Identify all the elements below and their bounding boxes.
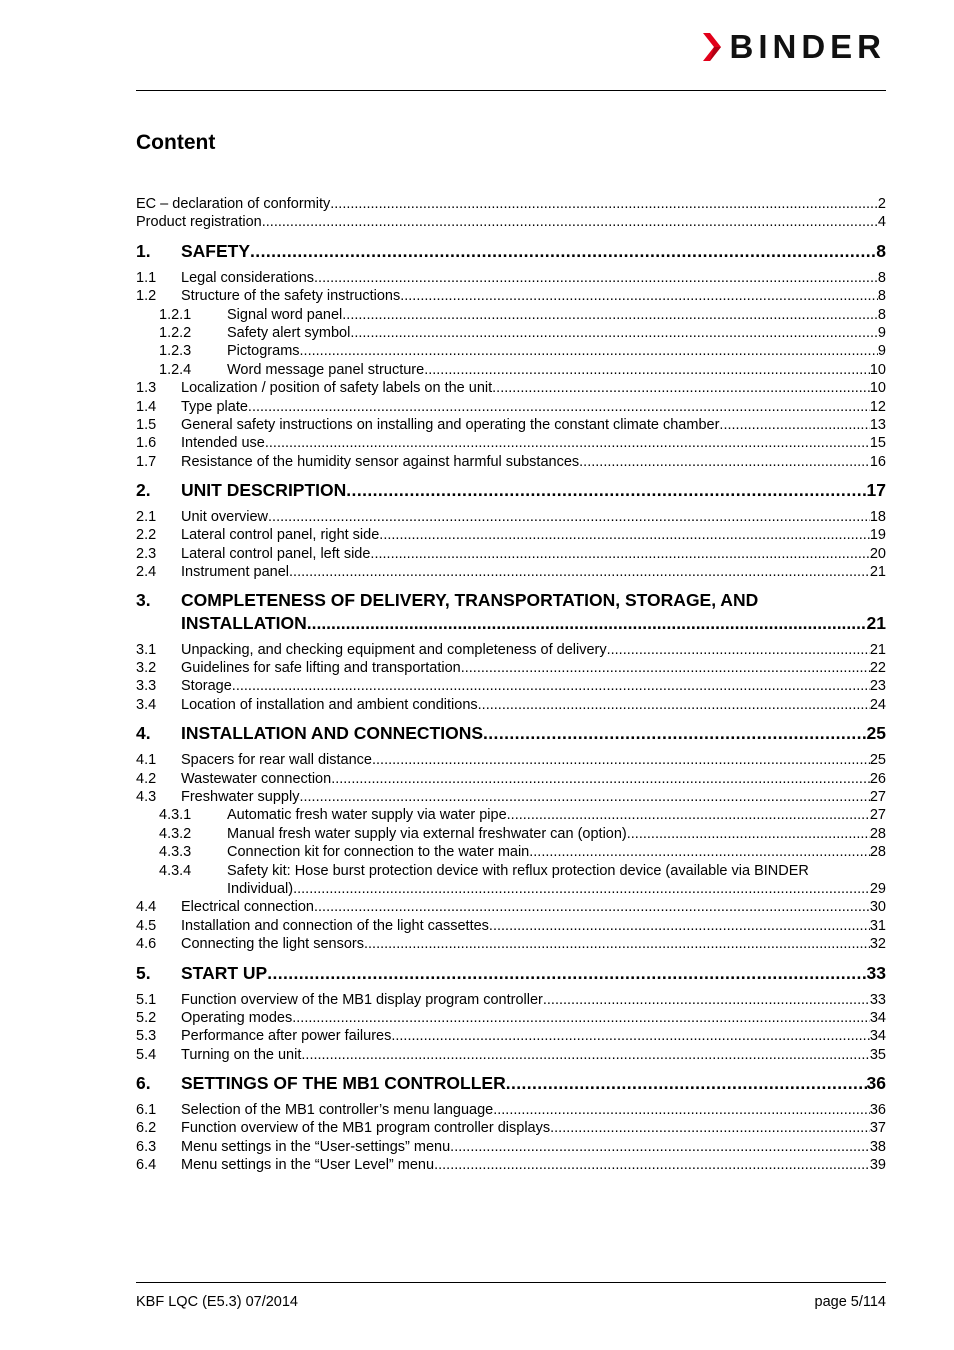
toc-dot-leader — [300, 342, 878, 360]
toc-dot-leader — [289, 563, 870, 581]
toc-entry-page: 10 — [869, 361, 886, 378]
toc-entry-page: 32 — [869, 936, 886, 953]
toc-chapter-entry — [136, 961, 886, 985]
toc-entry-number: 6.1 — [136, 1102, 157, 1119]
toc-entry-text — [181, 991, 870, 1009]
toc-entry-page: 23 — [869, 678, 886, 695]
toc-entry — [136, 306, 886, 324]
toc-dot-leader — [483, 721, 867, 745]
toc-dot-leader — [719, 416, 869, 434]
toc-dot-leader — [314, 269, 878, 287]
toc-entry-page: 12 — [869, 398, 886, 415]
toc-entry — [136, 917, 886, 935]
toc-entry-text — [181, 677, 870, 695]
toc-entry — [136, 434, 886, 452]
toc-entry-title: SAFETY — [181, 240, 251, 261]
toc-entry-title: Lateral control panel, left side — [181, 545, 371, 562]
toc-dot-leader — [400, 287, 878, 305]
toc-entry-title: Wastewater connection — [181, 770, 332, 787]
toc-entry-number: 2. — [136, 480, 151, 501]
toc-dot-leader — [268, 508, 870, 526]
toc-entry-text — [136, 195, 878, 213]
toc-entry-number: 1.2.1 — [159, 306, 192, 323]
toc-entry-page: 22 — [869, 660, 886, 677]
toc-entry-text — [181, 563, 870, 581]
toc-entry-text — [181, 379, 870, 397]
toc-entry-title: Menu settings in the “User Level” menu — [181, 1157, 435, 1174]
toc-dot-leader — [292, 1009, 870, 1027]
toc-entry-page: 9 — [877, 324, 886, 341]
toc-dot-leader — [478, 696, 870, 714]
toc-entry-title: Selection of the MB1 controller’s menu language — [181, 1102, 494, 1119]
toc-entry-title: Location of installation and ambient conditions — [181, 696, 478, 713]
toc-entry-page: 39 — [869, 1157, 886, 1174]
toc-entry-text — [227, 880, 870, 898]
toc-entry-title: Lateral control panel, right side — [181, 527, 380, 544]
toc-entry-text — [181, 917, 870, 935]
toc-entry-page: 8 — [877, 288, 886, 305]
toc-entry-title: Safety kit: Hose burst protection device with reflux protection device (available via BINDER — [227, 862, 809, 879]
toc-entry-number: 1.2 — [136, 288, 157, 305]
toc-dot-leader — [607, 641, 870, 659]
toc-entry-number: 3.4 — [136, 696, 157, 713]
toc-entry — [136, 659, 886, 677]
toc-entry-title: Function overview of the MB1 display program controller — [181, 991, 543, 1008]
toc-entry-title: Connecting the light sensors — [181, 936, 364, 953]
logo-text: BINDER — [729, 28, 886, 65]
toc-entry-title: Legal considerations — [181, 269, 315, 286]
toc-entry-text — [181, 1027, 870, 1045]
toc-entry-page: 21 — [869, 564, 886, 581]
toc-entry — [136, 677, 886, 695]
toc-entry-number: 5.2 — [136, 1009, 157, 1026]
toc-entry-page: 31 — [869, 917, 886, 934]
toc-dot-leader — [342, 306, 878, 324]
toc-entry-number: 5.1 — [136, 991, 157, 1008]
toc-entry-text — [136, 213, 878, 231]
toc-entry-number: 1. — [136, 240, 151, 261]
toc-entry-page: 13 — [869, 416, 886, 433]
toc-entry-number: 4.3.4 — [159, 862, 192, 879]
toc-chapter-line — [136, 612, 886, 635]
toc-entry-number: 5. — [136, 962, 151, 983]
toc-entry-title: Installation and connection of the light cassettes — [181, 917, 489, 934]
footer-page-number: page 5/114 — [814, 1294, 886, 1310]
toc-dot-leader — [379, 526, 870, 544]
toc-dot-leader — [506, 1071, 867, 1095]
toc-entry-text — [227, 324, 878, 342]
toc-dot-leader — [267, 961, 866, 985]
toc-entry-number: 1.2.3 — [159, 343, 192, 360]
toc-entry — [136, 342, 886, 360]
toc-entry — [136, 1156, 886, 1174]
toc-entry-text — [181, 641, 870, 659]
toc-entry-title: Operating modes — [181, 1009, 293, 1026]
toc-entry-page: 36 — [866, 1073, 886, 1094]
toc-entry-number: 2.1 — [136, 509, 157, 526]
toc-dot-leader — [331, 770, 870, 788]
toc-entry-text — [227, 843, 870, 861]
toc-entry-number: 5.3 — [136, 1028, 157, 1045]
toc-entry-page: 21 — [869, 641, 886, 658]
toc-entry-title: Product registration — [136, 214, 262, 231]
toc-dot-leader — [543, 991, 870, 1009]
toc-entry-title: Menu settings in the “User-settings” menu — [181, 1138, 451, 1155]
toc-dot-leader — [507, 806, 870, 824]
toc-entry-page: 25 — [869, 752, 886, 769]
toc-entry-title: Guidelines for safe lifting and transportation — [181, 660, 461, 677]
toc-entry-title: START UP — [181, 962, 268, 983]
toc-entry-text — [227, 361, 870, 379]
toc-entry-page: 34 — [869, 1028, 886, 1045]
toc-dot-leader — [627, 825, 870, 843]
toc-entry-page: 33 — [866, 962, 886, 983]
toc-entry-number: 6.2 — [136, 1120, 157, 1137]
toc-entry — [136, 1009, 886, 1027]
toc-dot-leader — [424, 361, 870, 379]
toc-entry-number: 3.3 — [136, 678, 157, 695]
toc-entry-text — [181, 453, 870, 471]
toc-entry-text — [181, 1009, 870, 1027]
toc-entry-number: 4.3.1 — [159, 807, 192, 824]
toc-entry-title: Electrical connection — [181, 899, 314, 916]
toc-dot-leader — [293, 880, 870, 898]
toc-entry — [136, 361, 886, 379]
toc-entry-text — [181, 659, 870, 677]
toc-entry-text — [227, 806, 870, 824]
toc-dot-leader — [461, 659, 870, 677]
toc-dot-leader — [262, 213, 878, 231]
toc-chapter-entry — [136, 478, 886, 502]
toc-entry-page: 34 — [869, 1009, 886, 1026]
toc-entry — [136, 287, 886, 305]
toc-entry — [136, 269, 886, 287]
toc-entry-text — [181, 398, 870, 416]
toc-entry-text — [181, 961, 867, 985]
toc-entry-text — [181, 287, 878, 305]
toc-entry-title: General safety instructions on installing and operating the constant climate chamber — [181, 416, 720, 433]
toc-entry-number: 1.2.2 — [159, 324, 192, 341]
toc-entry-title: Type plate — [181, 398, 248, 415]
toc-entry-page: 24 — [869, 696, 886, 713]
toc-dot-leader — [579, 453, 870, 471]
toc-dot-leader — [372, 751, 870, 769]
toc-entry — [136, 935, 886, 953]
toc-entry — [136, 825, 886, 843]
toc-chapter-line — [136, 589, 886, 612]
toc-entry-text — [181, 751, 870, 769]
toc-entry-page: 2 — [877, 196, 886, 212]
toc-entry — [136, 453, 886, 471]
toc-entry-text — [181, 1138, 870, 1156]
toc-entry-number: 4.2 — [136, 770, 157, 787]
toc-entry-number: 6. — [136, 1073, 151, 1094]
toc-entry-title: Storage — [181, 678, 232, 695]
toc-entry-number: 4.3 — [136, 788, 157, 805]
toc-entry — [136, 398, 886, 416]
toc-entry-page: 37 — [869, 1120, 886, 1137]
toc-entry-page: 8 — [876, 240, 886, 261]
toc-entry-text — [181, 721, 867, 745]
toc-entry-text — [227, 306, 878, 324]
toc-entry — [136, 1138, 886, 1156]
toc-entry-page: 17 — [866, 480, 886, 501]
toc-entry-title: UNIT DESCRIPTION — [181, 480, 347, 501]
toc-entry-number: 2.2 — [136, 527, 157, 544]
toc-entry — [136, 806, 886, 824]
toc-entry-title-continued: Individual) — [227, 880, 294, 897]
toc-entry-title: Function overview of the MB1 program controller displays — [181, 1120, 551, 1137]
toc-entry-text — [181, 1156, 870, 1174]
toc-entry — [136, 751, 886, 769]
toc-dot-leader — [450, 1138, 870, 1156]
toc-entry-number: 1.5 — [136, 416, 157, 433]
toc-entry — [136, 641, 886, 659]
toc-entry-text — [227, 825, 870, 843]
toc-dot-leader — [299, 788, 869, 806]
toc-entry-title: Automatic fresh water supply via water pipe — [227, 807, 507, 824]
toc-entry — [136, 1119, 886, 1137]
toc-entry-text — [181, 696, 870, 714]
toc-entry-number: 5.4 — [136, 1046, 157, 1063]
toc-entry-page: 27 — [869, 807, 886, 824]
toc-entry-page: 4 — [877, 214, 886, 231]
toc-entry-number: 4.3.3 — [159, 844, 192, 861]
toc-entry-page: 28 — [869, 825, 886, 842]
toc-dot-leader — [232, 677, 870, 695]
toc-entry — [136, 696, 886, 714]
toc-dot-leader — [529, 843, 870, 861]
toc-entry-number: 6.3 — [136, 1138, 157, 1155]
toc-entry-title: Word message panel structure — [227, 361, 425, 378]
toc-entry-number: 3. — [136, 589, 151, 610]
toc-chapter-entry — [136, 721, 886, 745]
toc-entry-page: 35 — [869, 1046, 886, 1063]
toc-entry-title: Pictograms — [227, 343, 300, 360]
toc-dot-leader — [370, 545, 869, 563]
toc-entry — [136, 991, 886, 1009]
toc-entry — [136, 862, 886, 899]
toc-entry-text — [181, 526, 870, 544]
toc-entry-page: 15 — [869, 435, 886, 452]
toc-entry-text — [181, 1119, 870, 1137]
toc-entry-text — [181, 478, 867, 502]
toc-entry-text — [181, 434, 870, 452]
toc-entry-title: Unit overview — [181, 509, 269, 526]
toc-entry-number: 4.3.2 — [159, 825, 192, 842]
toc-entry — [136, 213, 886, 231]
toc-entry-page: 16 — [869, 453, 886, 470]
toc-dot-leader — [391, 1027, 870, 1045]
toc-entry-title: Unpacking, and checking equipment and completeness of delivery — [181, 641, 607, 658]
toc-entry — [136, 788, 886, 806]
toc-entry-number: 4.5 — [136, 917, 157, 934]
toc-entry-title: Performance after power failures — [181, 1028, 392, 1045]
toc-entry-text — [181, 770, 870, 788]
toc-entry-number: 4. — [136, 723, 151, 744]
toc-dot-leader — [492, 379, 870, 397]
header-rule — [136, 90, 886, 91]
toc-entry-text — [181, 239, 876, 263]
toc-entry — [136, 843, 886, 861]
toc-entry — [136, 324, 886, 342]
toc-entry-text — [181, 1101, 870, 1119]
toc-chapter-entry — [136, 589, 886, 635]
toc-entry-title: Instrument panel — [181, 564, 290, 581]
toc-entry-title: COMPLETENESS OF DELIVERY, TRANSPORTATION, STORAGE, AND — [181, 589, 759, 610]
toc-entry-number: 4.1 — [136, 752, 157, 769]
toc-dot-leader — [307, 612, 867, 635]
toc-entry-text — [181, 416, 870, 434]
toc-entry-text — [181, 1071, 867, 1095]
toc-entry-page: 19 — [869, 527, 886, 544]
toc-entry — [136, 1027, 886, 1045]
toc-entry-page: 8 — [877, 306, 886, 323]
toc-entry-number: 4.6 — [136, 936, 157, 953]
toc-entry-title: Localization / position of safety labels on the unit — [181, 380, 493, 397]
table-of-contents — [136, 195, 886, 1175]
toc-entry — [136, 1046, 886, 1064]
toc-entry-number: 6.4 — [136, 1157, 157, 1174]
toc-entry-page: 29 — [869, 880, 886, 897]
toc-chapter-entry — [136, 1071, 886, 1095]
toc-entry — [136, 563, 886, 581]
toc-entry-number: 1.6 — [136, 435, 157, 452]
toc-dot-leader — [434, 1156, 870, 1174]
toc-dot-leader — [350, 324, 878, 342]
toc-entry-page: 38 — [869, 1138, 886, 1155]
toc-entry — [136, 195, 886, 213]
toc-entry-page: 21 — [866, 612, 886, 633]
toc-entry — [136, 1101, 886, 1119]
toc-entry-title: INSTALLATION AND CONNECTIONS — [181, 723, 484, 744]
toc-entry-line — [136, 880, 886, 898]
toc-entry-title-continued: INSTALLATION — [181, 612, 307, 633]
toc-entry-page: 33 — [869, 991, 886, 1008]
toc-entry-text — [227, 342, 878, 360]
footer-document-id: KBF LQC (E5.3) 07/2014 — [136, 1294, 298, 1310]
toc-entry-number: 4.4 — [136, 899, 157, 916]
toc-entry-page: 9 — [877, 343, 886, 360]
toc-dot-leader — [314, 898, 870, 916]
toc-entry-title: Signal word panel — [227, 306, 343, 323]
toc-entry-number: 2.3 — [136, 545, 157, 562]
binder-logo — [701, 30, 886, 64]
toc-entry-number: 1.7 — [136, 453, 157, 470]
toc-entry-page: 20 — [869, 545, 886, 562]
toc-entry — [136, 508, 886, 526]
toc-entry-page: 36 — [869, 1102, 886, 1119]
toc-entry — [136, 379, 886, 397]
toc-entry-number: 1.2.4 — [159, 361, 192, 378]
footer-rule — [136, 1282, 886, 1283]
page-title: Content — [136, 131, 216, 154]
toc-entry-text — [181, 269, 878, 287]
toc-chapter-entry — [136, 239, 886, 263]
toc-entry-title: Structure of the safety instructions — [181, 288, 401, 305]
toc-entry-title: SETTINGS OF THE MB1 CONTROLLER — [181, 1073, 506, 1094]
toc-entry-number: 1.1 — [136, 269, 157, 286]
toc-entry-page: 26 — [869, 770, 886, 787]
toc-entry-title: Freshwater supply — [181, 788, 300, 805]
toc-entry-title: Spacers for rear wall distance — [181, 752, 372, 769]
toc-entry — [136, 545, 886, 563]
toc-entry-page: 25 — [866, 723, 886, 744]
toc-entry-page: 28 — [869, 844, 886, 861]
toc-entry — [136, 416, 886, 434]
toc-entry-title: Manual fresh water supply via external freshwater can (option) — [227, 825, 627, 842]
toc-entry-line — [136, 862, 886, 880]
toc-dot-leader — [250, 239, 876, 263]
toc-entry-page: 30 — [869, 899, 886, 916]
toc-dot-leader — [301, 1046, 869, 1064]
toc-entry-number: 2.4 — [136, 564, 157, 581]
toc-dot-leader — [550, 1119, 870, 1137]
toc-dot-leader — [265, 434, 870, 452]
toc-entry-title: Resistance of the humidity sensor against harmful substances — [181, 453, 580, 470]
toc-entry-text — [181, 545, 870, 563]
toc-entry — [136, 526, 886, 544]
toc-entry-page: 10 — [869, 380, 886, 397]
toc-entry — [136, 770, 886, 788]
toc-entry-text — [181, 788, 870, 806]
binder-arrow-icon — [701, 31, 725, 63]
toc-entry-number: 1.4 — [136, 398, 157, 415]
toc-entry-text — [181, 1046, 870, 1064]
toc-dot-leader — [330, 195, 878, 213]
toc-entry-text — [181, 508, 870, 526]
toc-dot-leader — [493, 1101, 870, 1119]
toc-entry-text — [181, 898, 870, 916]
toc-entry — [136, 898, 886, 916]
toc-entry-number: 1.3 — [136, 380, 157, 397]
toc-dot-leader — [489, 917, 870, 935]
toc-entry-text — [181, 935, 870, 953]
toc-dot-leader — [248, 398, 870, 416]
toc-entry-title: EC – declaration of conformity — [136, 196, 331, 212]
toc-entry-title: Safety alert symbol — [227, 324, 351, 341]
toc-entry-title: Intended use — [181, 435, 265, 452]
toc-entry-page: 8 — [877, 269, 886, 286]
toc-entry-number: 3.2 — [136, 660, 157, 677]
toc-entry-page: 27 — [869, 788, 886, 805]
toc-entry-title: Turning on the unit — [181, 1046, 302, 1063]
toc-dot-leader — [346, 478, 866, 502]
toc-entry-number: 3.1 — [136, 641, 157, 658]
toc-entry-page: 18 — [869, 509, 886, 526]
toc-dot-leader — [364, 935, 870, 953]
toc-entry-title: Connection kit for connection to the water main — [227, 844, 530, 861]
